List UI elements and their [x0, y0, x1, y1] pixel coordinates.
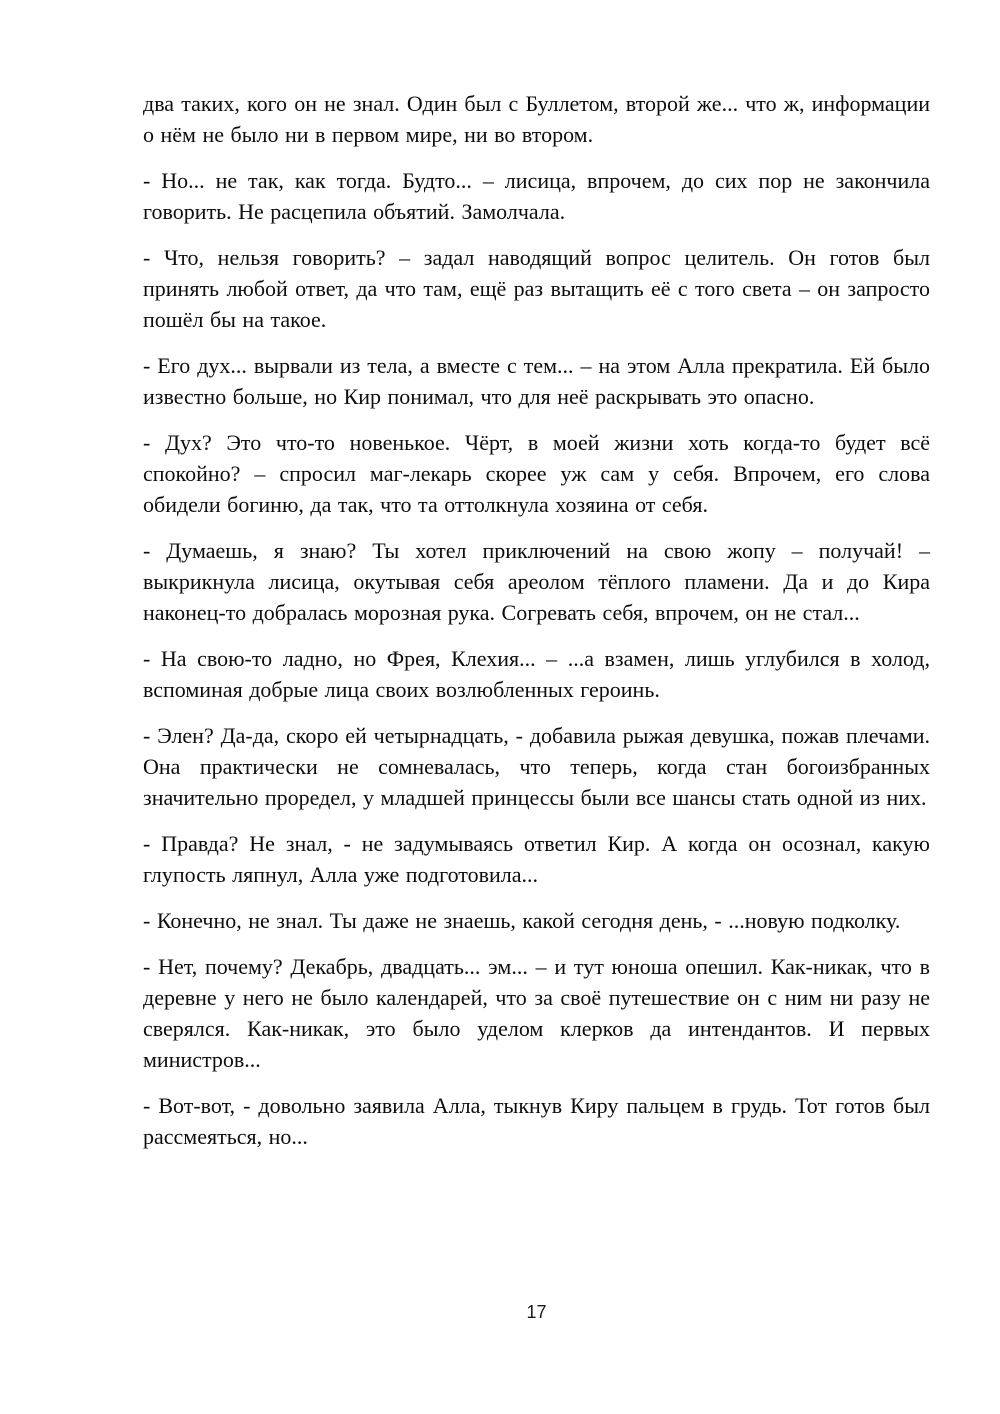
page-number: 17 [526, 1302, 547, 1322]
paragraph: - Элен? Да-да, скоро ей четырнадцать, - добавила рыжая девушка, пожав плечами. Она практически не сомневалась, что теперь, когда стан богоизбранных значительно проредел, у младшей принцессы были все шансы стать одной из них. [143, 723, 930, 810]
paragraph: - Но... не так, как тогда. Будто... – лисица, впрочем, до сих пор не закончила говорить. Не расцепила объятий. Замолчала. [143, 168, 930, 224]
paragraph: два таких, кого он не знал. Один был с Буллетом, второй же... что ж, информации о нём не было ни в первом мире, ни во втором. [143, 91, 930, 147]
paragraph: - Правда? Не знал, - не задумываясь ответил Кир. А когда он осознал, какую глупость ляпнул, Алла уже подготовила... [143, 831, 930, 887]
paragraph: - Конечно, не знал. Ты даже не знаешь, какой сегодня день, - ...новую подколку. [143, 908, 901, 933]
page-text [143, 88, 930, 1167]
paragraph: - Вот-вот, - довольно заявила Алла, тыкнув Киру пальцем в грудь. Тот готов был рассмеяться, но... [143, 1093, 930, 1149]
paragraph: - Дух? Это что-то новенькое. Чёрт, в моей жизни хоть когда-то будет всё спокойно? – спросил маг-лекарь скорее уж сам у себя. Впрочем, его слова обидели богиню, да так, что та оттолкнула хозяина от себя. [143, 430, 930, 517]
paragraph: - Думаешь, я знаю? Ты хотел приключений на свою жопу – получай! – выкрикнула лисица, окутывая себя ареолом тёплого пламени. Да и до Кира наконец-то добралась морозная рука. Согревать себя, впрочем, он не стал... [143, 538, 930, 625]
paragraph: - Его дух... вырвали из тела, а вместе с тем... – на этом Алла прекратила. Ей было известно больше, но Кир понимал, что для неё раскрывать это опасно. [143, 353, 930, 409]
paragraph: - На свою-то ладно, но Фрея, Клехия... – ...а взамен, лишь углубился в холод, вспоминая добрые лица своих возлюбленных героинь. [143, 646, 930, 702]
paragraph: - Что, нельзя говорить? – задал наводящий вопрос целитель. Он готов был принять любой ответ, да что там, ещё раз вытащить её с того света – он запросто пошёл бы на такое. [143, 245, 930, 332]
paragraph: - Нет, почему? Декабрь, двадцать... эм... – и тут юноша опешил. Как-никак, что в деревне у него не было календарей, что за своё путешествие он с ним ни разу не сверялся. Как-никак, это было уделом клерков да интендантов. И первых министров... [143, 954, 930, 1072]
